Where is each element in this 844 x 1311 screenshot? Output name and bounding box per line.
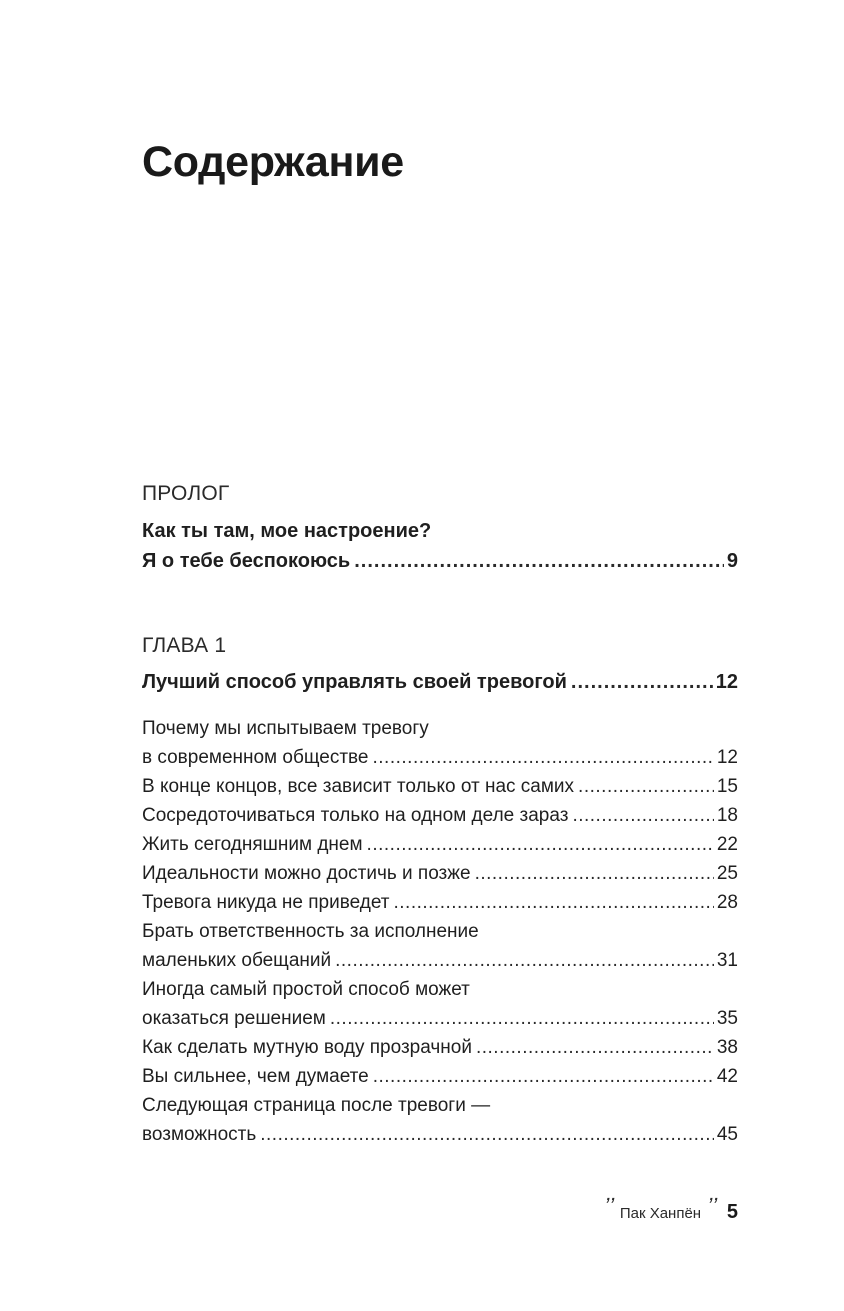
chapter-1-label: ГЛАВА 1 bbox=[142, 634, 227, 657]
toc-line bbox=[142, 772, 738, 801]
dot-leader bbox=[330, 1004, 714, 1033]
chapter-1-heading: Лучший способ управлять своей тревогой bbox=[142, 671, 567, 693]
toc-entry-title: в современном обществе bbox=[142, 747, 369, 768]
toc-entry-title: Сосредоточиваться только на одном деле зараз bbox=[142, 805, 569, 826]
toc-entry-title: Идеальности можно достичь и позже bbox=[142, 863, 471, 884]
toc-line bbox=[142, 888, 738, 917]
toc-entry-title: Следующая страница после тревоги — bbox=[142, 1095, 491, 1116]
toc-entry-title: В конце концов, все зависит только от нас самих bbox=[142, 776, 575, 797]
toc-line bbox=[142, 546, 738, 576]
toc-entry-page-number: 25 bbox=[716, 863, 738, 884]
toc-entry-page-number: 38 bbox=[716, 1037, 738, 1058]
chapter-1-entries bbox=[142, 714, 738, 1149]
dot-leader bbox=[572, 801, 713, 830]
chapter-1-page-number: 12 bbox=[715, 671, 738, 693]
toc-entry-title: возможность bbox=[142, 1124, 257, 1145]
toc-line bbox=[142, 859, 738, 888]
toc-entry[interactable] bbox=[142, 830, 738, 859]
toc-entry-title: Жить сегодняшним днем bbox=[142, 834, 363, 855]
toc-entry[interactable] bbox=[142, 772, 738, 801]
dot-leader bbox=[367, 830, 714, 859]
toc-entry[interactable] bbox=[142, 975, 738, 1033]
toc-entry-page-number: 35 bbox=[716, 1008, 738, 1029]
toc-entry[interactable] bbox=[142, 888, 738, 917]
toc-entry-title: Брать ответственность за исполнение bbox=[142, 921, 479, 942]
dot-leader bbox=[335, 946, 714, 975]
toc-entry[interactable] bbox=[142, 1062, 738, 1091]
toc-line bbox=[142, 830, 738, 859]
toc-entry-page-number: 45 bbox=[716, 1124, 738, 1145]
toc-line bbox=[142, 1091, 738, 1120]
page-number: 5 bbox=[726, 1201, 738, 1223]
dot-leader bbox=[373, 743, 714, 772]
toc-entry-page-number: 15 bbox=[716, 776, 738, 797]
page-title: Содержание bbox=[142, 138, 404, 186]
toc-line bbox=[142, 516, 738, 546]
toc-entry[interactable] bbox=[142, 1033, 738, 1062]
prolog-entry[interactable] bbox=[142, 516, 738, 576]
dot-leader bbox=[393, 888, 713, 917]
toc-entry-title: Как сделать мутную воду прозрачной bbox=[142, 1037, 472, 1058]
toc-entry-title: маленьких обещаний bbox=[142, 950, 332, 971]
toc-entry-page-number: 42 bbox=[716, 1066, 738, 1087]
toc-entry-title: Иногда самый простой способ может bbox=[142, 979, 470, 1000]
toc-line bbox=[142, 667, 738, 697]
dot-leader bbox=[373, 1062, 714, 1091]
dot-leader bbox=[475, 859, 714, 888]
toc-line bbox=[142, 1120, 738, 1149]
dot-leader bbox=[476, 1033, 714, 1062]
toc-line bbox=[142, 801, 738, 830]
dot-leader bbox=[578, 772, 714, 801]
prolog-title-line-2: Я о тебе беспокоюсь bbox=[142, 550, 351, 572]
toc-entry-title: оказаться решением bbox=[142, 1008, 326, 1029]
toc-line bbox=[142, 975, 738, 1004]
toc-line bbox=[142, 1004, 738, 1033]
footer-quote-open: ʼʼ bbox=[604, 1194, 614, 1219]
toc-entry-title: Почему мы испытываем тревогу bbox=[142, 718, 429, 739]
dot-leader bbox=[260, 1120, 714, 1149]
toc-entry-page-number: 12 bbox=[716, 747, 738, 768]
chapter-1-heading-entry[interactable] bbox=[142, 667, 738, 697]
dot-leader bbox=[571, 667, 713, 697]
toc-entry-page-number: 31 bbox=[716, 950, 738, 971]
toc-entry-title: Тревога никуда не приведет bbox=[142, 892, 390, 913]
toc-line bbox=[142, 1062, 738, 1091]
toc-entry[interactable] bbox=[142, 714, 738, 772]
prolog-title-line-1: Как ты там, мое настроение? bbox=[142, 520, 432, 542]
footer-author: Пак Ханпён bbox=[619, 1205, 702, 1222]
footer-quote-close: ʼʼ bbox=[707, 1194, 717, 1219]
dot-leader bbox=[354, 546, 724, 576]
toc-entry[interactable] bbox=[142, 917, 738, 975]
running-footer bbox=[598, 1194, 738, 1224]
toc-entry-page-number: 28 bbox=[716, 892, 738, 913]
toc-line bbox=[142, 743, 738, 772]
toc-line bbox=[142, 946, 738, 975]
prolog-label: ПРОЛОГ bbox=[142, 482, 230, 505]
toc-entry[interactable] bbox=[142, 1091, 738, 1149]
toc-line bbox=[142, 917, 738, 946]
toc-entry-title: Вы сильнее, чем думаете bbox=[142, 1066, 369, 1087]
prolog-page-number: 9 bbox=[726, 550, 738, 572]
toc-line bbox=[142, 714, 738, 743]
toc-line bbox=[142, 1033, 738, 1062]
toc-entry-page-number: 18 bbox=[716, 805, 738, 826]
toc-entry[interactable] bbox=[142, 859, 738, 888]
toc-entry-page-number: 22 bbox=[716, 834, 738, 855]
toc-entry[interactable] bbox=[142, 801, 738, 830]
